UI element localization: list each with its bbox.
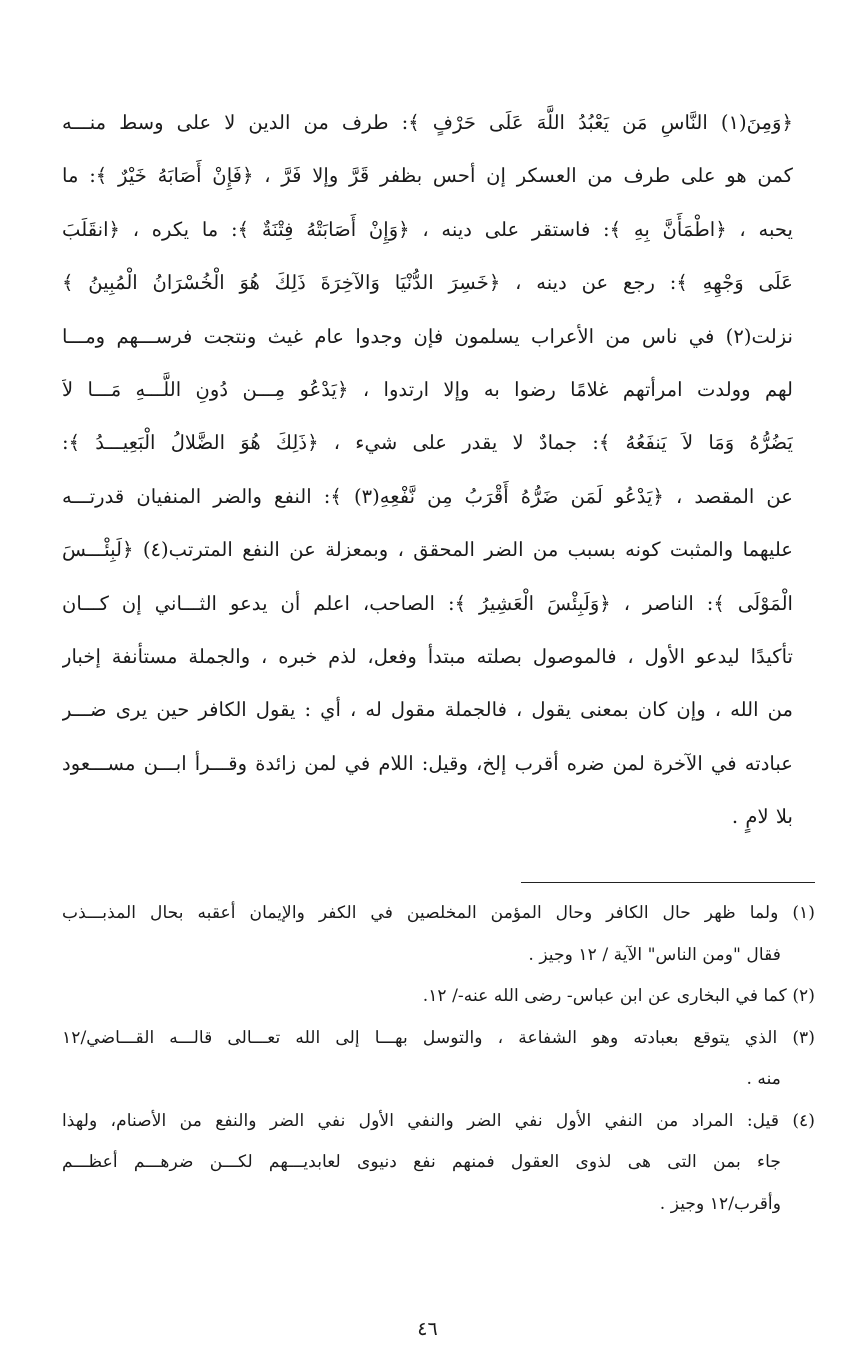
text-line: تأكيدًا ليدعو الأول ، فالموصول بصلته مبتدأ وفعل، لذم خبره ، والجملة مستأنفة إخبار [62,644,793,668]
text-line: من الله ، وإن كان بمعنى يقول ، فالجملة مقول له ، أي : يقول الكافر حين يرى ضـــر [62,698,793,722]
footnote-line: (٤) قيل: المراد من النفي الأول نفي الضر والنفي الأول نفي الضر والنفع من الأصنام، ولهذا [62,1110,815,1131]
text-line: نزلت(٢) في ناس من الأعراب يسلمون فإن وجدوا عام غيث ونتجت فرســـهم ومـــا [62,324,793,348]
footnote-line: (٣) الذي يتوقع بعبادته وهو الشفاعة ، والتوسل بهـــا إلى الله تعـــالى قالـــه القـــاضي/١٢ [62,1027,815,1048]
text-line: الْمَوْلَى ﴾: الناصر ، ﴿وَلَبِئْسَ الْعَشِيرُ ﴾: الصاحب، اعلم أن يدعو الثـــاني إن كـــان [62,591,793,615]
footnote-line: فقال "ومن الناس" الآية / ١٢ وجيز . [528,944,781,965]
text-line: كمن هو على طرف من العسكر إن أحس بظفر قَرَّ وإلا فَرَّ ، ﴿فَإِنْ أَصَابَهُ خَيْرٌ ﴾: ما [62,164,793,188]
footnote-line: وأقرب/١٢ وجيز . [659,1193,781,1214]
text-line: عَلَى وَجْهِهِ ﴾: رجع عن دينه ، ﴿خَسِرَ الدُّنْيَا وَالآخِرَةَ ذَلِكَ هُوَ الْخُسْرَانُ الْمُبِينُ ﴾ [62,271,793,295]
text-line: عن المقصد ، ﴿يَدْعُو لَمَن ضَرُّهُ أَقْرَبُ مِن نَّفْعِهِ(٣) ﴾: النفع والضر المنفيان قدرتـــه [62,484,793,508]
text-line: يحبه ، ﴿اطْمَأَنَّ بِهِ ﴾: فاستقر على دينه ، ﴿وَإِنْ أَصَابَتْهُ فِتْنَةٌ ﴾: ما يكره ، ﴿انقَلَبَ [62,217,793,241]
footnote-line: (١) ولما ظهر حال الكافر وحال المؤمن المخلصين في الكفر والإيمان أعقبه بحال المذبـــذب [62,903,815,923]
text-line: يَضُرُّهُ وَمَا لاَ يَنفَعُهُ ﴾: جمادٌ لا يقدر على شيء ، ﴿ذَلِكَ هُوَ الضَّلالُ الْبَعِيـــدُ ﴾: [62,431,793,455]
footnote-line: جاء بمن التى هى لذوى العقول فمنهم نفع دنيوى لعابديـــهم لكـــن ضرهـــم أعظـــم [62,1152,781,1172]
main-text [62,96,793,843]
page-number: ٤٦ [417,1318,438,1340]
text-line: عبادته في الآخرة لمن ضره أقرب إلخ، وقيل: اللام في لمن زائدة وقـــرأ ابـــن مســـعود [62,751,793,775]
text-line: بلا لامٍ . [731,805,793,829]
footnotes [62,893,815,1225]
text-line: عليهما والمثبت كونه بسبب من الضر المحقق ، وبمعزلة عن النفع المترتب(٤) ﴿لَبِئْـــسَ [62,538,793,562]
text-line: ﴿وَمِنَ(١) النَّاسِ مَن يَعْبُدُ اللَّهَ عَلَى حَرْفٍ ﴾: طرف من الدين لا على وسط منـــه [62,111,793,134]
footnote-separator [521,882,815,883]
text-line: لهم وولدت امرأتهم غلامًا رضوا به وإلا ارتدوا ، ﴿يَدْعُو مِـــن دُونِ اللَّـــهِ مَـــا لاَ [62,377,793,401]
footnote-line: منه . [746,1069,781,1089]
footnote-line: (٢) كما في البخارى عن ابن عباس- رضى الله عنه-/ ١٢. [422,986,815,1006]
